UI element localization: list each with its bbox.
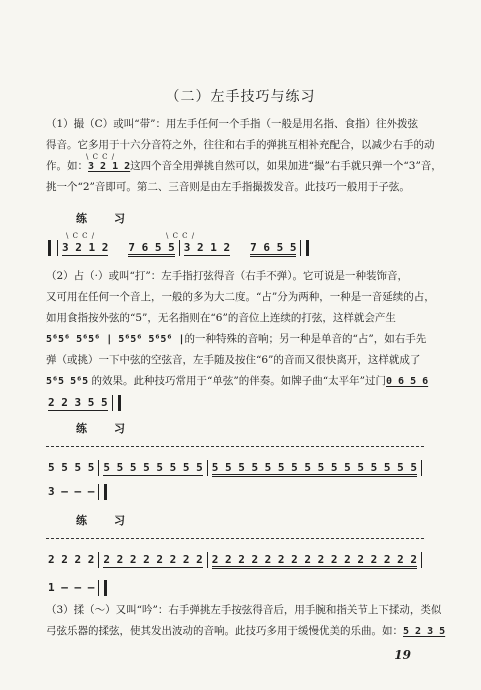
exercise1-group-2: 7 6 5 5 xyxy=(128,241,174,257)
exercise1-group-1: 3 2 1 2 xyxy=(62,241,109,254)
practice2-end-notes: 3 — — — xyxy=(48,485,95,498)
paragraph-2 xyxy=(46,266,444,392)
exercise1-mark-2: \ C C / xyxy=(166,232,196,240)
para2-line5: 弹（或挑）一下中弦的空弦音，左手随及按住“6”的音而又很快离开，这样就成了 xyxy=(46,354,421,366)
exercise1-group-4: 7 6 5 5 xyxy=(250,241,296,257)
para2-line2: 又可用在任何一个音上，一般的多为大二度。“占”分为两种，一种是一音延续的占， xyxy=(46,291,435,303)
para1-line3-suffix: 这四个音全用弹挑自然可以，如果加进“撮”右手就只弹一个“3”音， xyxy=(130,160,442,172)
para1-line1: （1）撮（C）或叫“带”：用左手任何一个手指（一般是用名指、食指）往外拨弦 xyxy=(46,118,418,130)
exercise1-group-3: 3 2 1 2 xyxy=(183,241,231,254)
para1-line4: 挑一个“2”音即可。第二、三音则是由左手指撮拨发音。此技巧一般用于子弦。 xyxy=(46,181,410,193)
practice3-end xyxy=(48,580,107,596)
para1-marks: \ C C / xyxy=(86,153,116,161)
para2-line4-text: 的一种特殊的音响；另一种是单音的“占”，如右手先 xyxy=(184,333,427,345)
practice-heading-1: 练 习 xyxy=(76,212,133,225)
exercise1-staff xyxy=(48,240,309,257)
practice3-staff xyxy=(48,552,426,569)
practice2-end xyxy=(48,484,107,500)
practice-heading-3: 练 习 xyxy=(76,514,133,527)
para2-notes-1: 5⁶5⁶ 5⁶5⁶ | 5⁶5⁶ 5⁶5⁶ | xyxy=(46,334,185,345)
para1-line3-prefix: 作。如： xyxy=(46,160,88,172)
practice3-m1: 2 2 2 2 xyxy=(48,553,95,566)
para3-line2 xyxy=(46,621,444,642)
para2-notes-line xyxy=(48,395,121,411)
practice2-m2: 5 5 5 5 5 5 5 5 xyxy=(103,461,203,474)
dash-line-2 xyxy=(46,538,424,539)
para2-notes-3: 0 6 5 6 xyxy=(385,376,429,387)
page-number: 19 xyxy=(394,648,411,662)
section-title: （二）左手技巧与练习 xyxy=(165,89,316,105)
practice-heading-2: 练 习 xyxy=(76,422,133,435)
barline xyxy=(179,240,180,256)
para2-line3: 如用食指按外弦的“5”，无名指则在“6”的音位上连续的打弦，这样就会产生 xyxy=(46,312,396,324)
practice3-m2: 2 2 2 2 2 2 2 2 xyxy=(103,553,203,566)
practice3-m3: 2 2 2 2 2 2 2 2 2 2 2 2 2 2 2 2 xyxy=(212,553,417,569)
repeat-start xyxy=(48,240,58,256)
final-bar xyxy=(112,395,121,411)
repeat-end xyxy=(300,240,309,256)
practice2-staff xyxy=(48,460,426,477)
para3-notes: 5 2 3 5 xyxy=(403,626,446,637)
practice2-m3: 5 5 5 5 5 5 5 5 5 5 5 5 5 5 5 5 xyxy=(212,461,417,477)
para1-notes: 3 2 1 2 xyxy=(88,161,131,172)
para2-line1: （2）占（·）或叫“打”：左手指打弦得音（右手不弹）。它可说是一种装饰音， xyxy=(46,270,409,282)
para1-line2: 得音。它多用于十六分音符之外，往往和右手的弹挑互相补充配合，以减少右手的动 xyxy=(46,139,435,151)
dash-line-1 xyxy=(46,446,424,447)
exercise1-mark-1: \ C C / xyxy=(66,232,96,240)
para3-line2-text: 弓弦乐器的揉弦，使其发出波动的音响。此技巧多用于缓慢优美的乐曲。如： xyxy=(46,625,403,637)
para2-line4 xyxy=(46,329,444,350)
practice3-end-notes: 1 — — — xyxy=(48,581,95,594)
paragraph-3 xyxy=(46,600,444,642)
para2-notes-2: 5⁶5 5⁶5 xyxy=(46,376,89,387)
practice2-m1: 5 5 5 5 xyxy=(48,461,95,474)
para2-line6 xyxy=(46,371,444,392)
para3-line1: （3）揉（～）又叫“吟”：右手弹挑左手按弦得音后，用手腕和指关节上下揉动，类似 xyxy=(46,604,442,616)
para2-notes-4: 2 2 3 5 5 xyxy=(48,396,108,409)
para2-line6-text: 的效果。此种技巧常用于“单弦”的伴奏。如牌子曲“太平年”过门 xyxy=(91,375,386,387)
